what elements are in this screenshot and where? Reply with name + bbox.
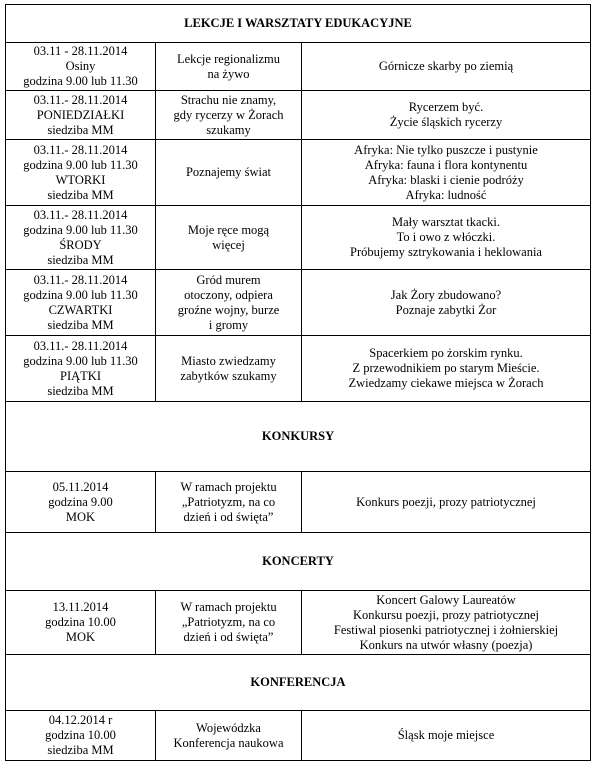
- topic-line: Afryka: fauna i flora kontynentu: [364, 157, 528, 172]
- event-title-cell: [156, 472, 302, 533]
- topic-line: Życie śląskich rycerzy: [389, 115, 503, 129]
- date-place-line: WTORKI: [55, 172, 106, 187]
- event-title-line: Konferencja naukowa: [173, 735, 284, 750]
- date-place-line: siedziba MM: [47, 252, 114, 267]
- topic-line: Konkurs poezji, prozy patriotycznej: [356, 494, 536, 509]
- topic-line: Zwiedzamy ciekawe miejsca w Żorach: [348, 376, 544, 390]
- topic-line: Jak Żory zbudowano?: [390, 287, 502, 302]
- topics-cell: [302, 43, 591, 91]
- topic-line: To i owo z włóczki.: [396, 230, 496, 244]
- event-title-cell: [156, 711, 302, 761]
- topic-line: Górnicze skarby po ziemią: [378, 59, 514, 73]
- date-place-line: PONIEDZIAŁKI: [36, 107, 125, 122]
- date-place-line: ŚRODY: [59, 237, 102, 252]
- date-place-line: godzina 9.00 lub 11.30: [23, 222, 138, 237]
- date-place-line: PIĄTKI: [60, 368, 101, 383]
- topics-cell: [302, 472, 591, 533]
- event-title-line: na żywo: [207, 66, 250, 81]
- date-place-line: 13.11.2014: [52, 600, 109, 614]
- date-place-line: siedziba MM: [47, 187, 114, 202]
- section-heading-row: [6, 533, 591, 591]
- topic-line: Spacerkiem po żorskim rynku.: [369, 346, 523, 360]
- section-heading: KONCERTY: [6, 533, 591, 591]
- topic-line: Afryka: ludność: [405, 187, 487, 202]
- event-title-line: groźne wojny, burze: [177, 302, 280, 317]
- date-place-cell: [6, 140, 156, 206]
- date-place-line: godzina 10.00: [45, 615, 116, 629]
- event-title-cell: [156, 91, 302, 140]
- date-place-line: 05.11.2014: [52, 479, 109, 494]
- topics-cell: [302, 91, 591, 140]
- topic-line: Afryka: blaski i cienie podróży: [368, 172, 524, 187]
- event-title-line: W ramach projektu: [180, 479, 277, 494]
- topic-line: Festiwal piosenki patriotycznej i żołnierskiej: [333, 622, 559, 637]
- event-title-line: Strachu nie znamy,: [180, 92, 277, 107]
- section-heading-row: [6, 5, 591, 43]
- date-place-line: siedziba MM: [47, 317, 114, 332]
- topic-line: Mały warsztat tkacki.: [392, 215, 500, 229]
- event-title-cell: [156, 270, 302, 336]
- event-title-line: Lekcje regionalizmu: [176, 51, 281, 66]
- table-row: [6, 43, 591, 91]
- date-place-line: 03.11 - 28.11.2014: [33, 44, 128, 58]
- event-title-line: W ramach projektu: [180, 600, 277, 614]
- topic-line: Koncert Galowy Laureatów: [376, 592, 516, 607]
- schedule-table: [5, 4, 591, 761]
- topic-line: Konkurs na utwór własny (poezja): [359, 637, 533, 652]
- date-place-line: 03.11.- 28.11.2014: [33, 142, 128, 157]
- topics-cell: [302, 270, 591, 336]
- event-title-line: Miasto zwiedzamy: [181, 353, 276, 368]
- event-title-line: Moje ręce mogą: [187, 222, 270, 237]
- topic-line: Śląsk moje miejsce: [397, 728, 495, 742]
- date-place-line: godzina 9.00 lub 11.30: [23, 74, 138, 88]
- date-place-line: MOK: [65, 509, 96, 524]
- date-place-cell: [6, 206, 156, 270]
- schedule-document: [5, 4, 591, 761]
- table-row: [6, 206, 591, 270]
- date-place-cell: [6, 43, 156, 91]
- topics-cell: [302, 591, 591, 655]
- topics-cell: [302, 336, 591, 402]
- event-title-cell: [156, 206, 302, 270]
- topics-cell: [302, 140, 591, 206]
- table-row: [6, 711, 591, 761]
- table-row: [6, 472, 591, 533]
- event-title-line: dzień i od święta”: [183, 509, 274, 524]
- date-place-line: siedziba MM: [47, 743, 114, 757]
- date-place-line: 03.11.- 28.11.2014: [33, 338, 128, 353]
- event-title-line: szukamy: [206, 122, 251, 137]
- topic-line: Rycerzem być.: [408, 100, 484, 114]
- date-place-line: godzina 9.00 lub 11.30: [23, 287, 138, 302]
- topics-cell: [302, 206, 591, 270]
- date-place-line: godzina 9.00 lub 11.30: [23, 353, 138, 368]
- event-title-line: otoczony, odpiera: [184, 287, 273, 302]
- event-title-cell: [156, 43, 302, 91]
- event-title-line: „Patriotyzm, na co: [181, 494, 276, 509]
- topic-line: Z przewodnikiem po starym Mieście.: [352, 361, 540, 375]
- event-title-line: i gromy: [208, 317, 249, 332]
- table-row: [6, 336, 591, 402]
- date-place-line: 04.12.2014 r: [48, 713, 113, 727]
- date-place-cell: [6, 270, 156, 336]
- table-row: [6, 591, 591, 655]
- date-place-line: MOK: [65, 630, 96, 644]
- table-row: [6, 270, 591, 336]
- section-heading-row: [6, 402, 591, 472]
- date-place-line: godzina 9.00: [48, 494, 113, 509]
- event-title-line: „Patriotyzm, na co: [181, 615, 276, 629]
- table-row: [6, 91, 591, 140]
- section-heading: KONFERENCJA: [6, 655, 591, 711]
- date-place-line: 03.11.- 28.11.2014: [33, 92, 128, 107]
- date-place-cell: [6, 591, 156, 655]
- table-row: [6, 140, 591, 206]
- date-place-line: Osiny: [65, 59, 96, 73]
- date-place-line: CZWARTKI: [48, 302, 113, 317]
- date-place-line: siedziba MM: [47, 122, 114, 137]
- event-title-line: Poznajemy świat: [185, 165, 272, 179]
- date-place-cell: [6, 336, 156, 402]
- event-title-line: Wojewódzka: [196, 720, 261, 735]
- event-title-cell: [156, 336, 302, 402]
- event-title-line: więcej: [212, 237, 245, 252]
- section-heading: LEKCJE I WARSZTATY EDUKACYJNE: [6, 5, 591, 43]
- event-title-line: Gród murem: [196, 272, 261, 287]
- event-title-cell: [156, 140, 302, 206]
- date-place-line: siedziba MM: [47, 383, 114, 398]
- date-place-cell: [6, 472, 156, 533]
- topics-cell: [302, 711, 591, 761]
- event-title-cell: [156, 591, 302, 655]
- topic-line: Poznaje zabytki Żor: [395, 302, 497, 317]
- topic-line: Afryka: Nie tylko puszcze i pustynie: [354, 142, 538, 157]
- event-title-line: zabytków szukamy: [180, 368, 277, 383]
- topic-line: Konkursu poezji, prozy patriotycznej: [352, 607, 540, 622]
- date-place-cell: [6, 711, 156, 761]
- date-place-line: 03.11.- 28.11.2014: [33, 207, 128, 222]
- topic-line: Próbujemy sztrykowania i heklowania: [350, 245, 542, 259]
- section-heading: KONKURSY: [6, 402, 591, 472]
- date-place-line: 03.11.- 28.11.2014: [33, 272, 128, 287]
- date-place-cell: [6, 91, 156, 140]
- date-place-line: godzina 10.00: [45, 728, 116, 742]
- event-title-line: dzień i od święta”: [183, 630, 274, 644]
- event-title-line: gdy rycerzy w Żorach: [173, 107, 284, 122]
- date-place-line: godzina 9.00 lub 11.30: [23, 157, 138, 172]
- section-heading-row: [6, 655, 591, 711]
